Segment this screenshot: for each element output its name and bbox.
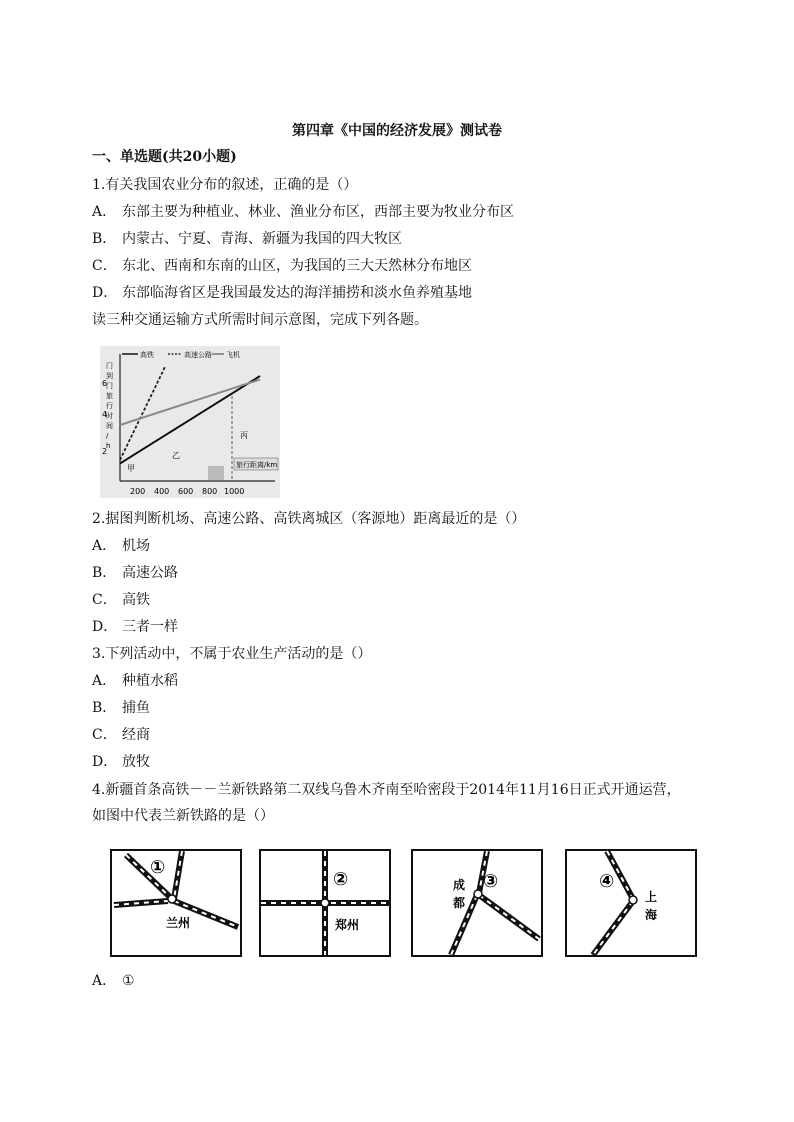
city-dot xyxy=(474,890,482,898)
option-letter: D． xyxy=(92,754,118,770)
section-heading: 一、单选题(共20小题) xyxy=(92,149,237,165)
option-text: 三者一样 xyxy=(122,619,178,635)
legend-label-plane: 飞机 xyxy=(226,351,240,359)
option-letter: A． xyxy=(92,538,117,554)
option-letter: B． xyxy=(92,231,117,247)
option-text: 高速公路 xyxy=(122,565,178,581)
city-label-char: 上 xyxy=(645,890,658,904)
y-axis-label-char: h xyxy=(106,442,111,450)
legend-label-hsr: 高铁 xyxy=(140,351,154,359)
shaded-block xyxy=(208,466,224,480)
x-axis-label: 旅行距离/km xyxy=(236,461,278,469)
q3-stem: 3.下列活动中，不属于农业生产活动的是（） xyxy=(92,646,372,662)
option-text: ① xyxy=(122,973,135,989)
map-number: ④ xyxy=(599,871,615,892)
y-axis-label-char: 到 xyxy=(106,372,113,380)
option-letter: B． xyxy=(92,700,117,716)
city-label-char: 都 xyxy=(453,896,466,910)
option-text: 内蒙古、宁夏、青海、新疆为我国的四大牧区 xyxy=(122,231,402,247)
q2-option-d xyxy=(92,618,178,636)
map-number: ③ xyxy=(483,871,499,892)
x-tick-label: 400 xyxy=(154,487,170,496)
option-text: 捕鱼 xyxy=(122,700,150,716)
railway-map-2 xyxy=(259,849,391,957)
city-dot xyxy=(168,895,176,903)
q3-option-a xyxy=(92,672,178,690)
y-axis-label-char: 行 xyxy=(106,402,113,410)
map-frame xyxy=(412,850,542,956)
page-title: 第四章《中国的经济发展》测试卷 xyxy=(292,123,502,139)
city-dot xyxy=(321,899,329,907)
x-tick-label: 600 xyxy=(178,487,194,496)
y-tick-label: 2 xyxy=(102,447,108,456)
q1-option-d xyxy=(92,284,472,302)
region-label: 丙 xyxy=(240,431,248,440)
transport-time-chart xyxy=(100,346,280,498)
railway-map-1 xyxy=(110,849,242,957)
y-axis-label-char: 间 xyxy=(106,422,113,430)
y-axis-label-char: 门 xyxy=(106,382,113,390)
option-letter: A． xyxy=(92,673,117,689)
option-letter: D． xyxy=(92,619,118,635)
q4-stem-line2: 如图中代表兰新铁路的是（） xyxy=(92,808,274,824)
q4-stem-line1: 4.新疆首条高铁－－兰新铁路第二双线乌鲁木齐南至哈密段于2014年11月16日正式开通运营， xyxy=(92,782,681,798)
q3-option-d xyxy=(92,753,150,771)
option-text: 东北、西南和东南的山区，为我国的三大天然林分布地区 xyxy=(122,258,472,274)
map-number: ① xyxy=(150,857,166,878)
y-tick-label: 4 xyxy=(102,410,108,419)
q2-option-a xyxy=(92,537,150,555)
option-letter: C． xyxy=(92,727,117,743)
x-tick-label: 1000 xyxy=(224,487,245,496)
option-letter: D． xyxy=(92,285,118,301)
y-axis-label-char: 门 xyxy=(106,362,113,370)
y-tick-label: 6 xyxy=(102,379,108,388)
city-label-char: 海 xyxy=(645,908,658,922)
option-letter: C． xyxy=(92,592,117,608)
q3-option-c xyxy=(92,726,150,744)
city-label: 郑州 xyxy=(335,918,360,932)
map-number: ② xyxy=(333,869,349,890)
option-text: 机场 xyxy=(122,538,150,554)
option-letter: B． xyxy=(92,565,117,581)
x-tick-label: 800 xyxy=(202,487,218,496)
option-text: 高铁 xyxy=(122,592,150,608)
q2-option-c xyxy=(92,591,150,609)
railway-line xyxy=(114,901,168,905)
option-text: 东部主要为种植业、林业、渔业分布区，西部主要为牧业分布区 xyxy=(122,204,514,220)
q3-option-b xyxy=(92,699,150,717)
y-axis-label-char: 时 xyxy=(106,412,113,420)
option-text: 放牧 xyxy=(122,754,150,770)
city-label-char: 成 xyxy=(453,878,466,892)
q2-option-b xyxy=(92,564,178,582)
y-axis-label-char: / xyxy=(106,432,109,440)
q1-option-a xyxy=(92,203,514,221)
q1-option-c xyxy=(92,257,472,275)
q1-option-b xyxy=(92,230,402,248)
railway-map-4 xyxy=(565,849,697,957)
option-text: 东部临海省区是我国最发达的海洋捕捞和淡水鱼养殖基地 xyxy=(122,285,472,301)
y-axis-label-char: 旅 xyxy=(106,392,113,400)
option-letter: C． xyxy=(92,258,117,274)
region-label: 乙 xyxy=(172,451,180,460)
city-dot xyxy=(629,896,637,904)
option-letter: A． xyxy=(92,973,117,989)
city-label: 兰州 xyxy=(166,916,191,930)
legend-label-highway: 高速公路 xyxy=(184,351,212,359)
region-label: 甲 xyxy=(127,464,135,473)
x-tick-label: 200 xyxy=(130,487,146,496)
q1-stem: 1.有关我国农业分布的叙述，正确的是（） xyxy=(92,177,358,193)
q4-option-a xyxy=(92,972,135,990)
option-text: 经商 xyxy=(122,727,150,743)
q2-stem: 2.据图判断机场、高速公路、高铁离城区（客源地）距离最近的是（） xyxy=(92,511,526,527)
option-letter: A． xyxy=(92,204,117,220)
read-instruction: 读三种交通运输方式所需时间示意图，完成下列各题。 xyxy=(92,312,428,328)
railway-map-3 xyxy=(411,849,543,957)
option-text: 种植水稻 xyxy=(122,673,178,689)
